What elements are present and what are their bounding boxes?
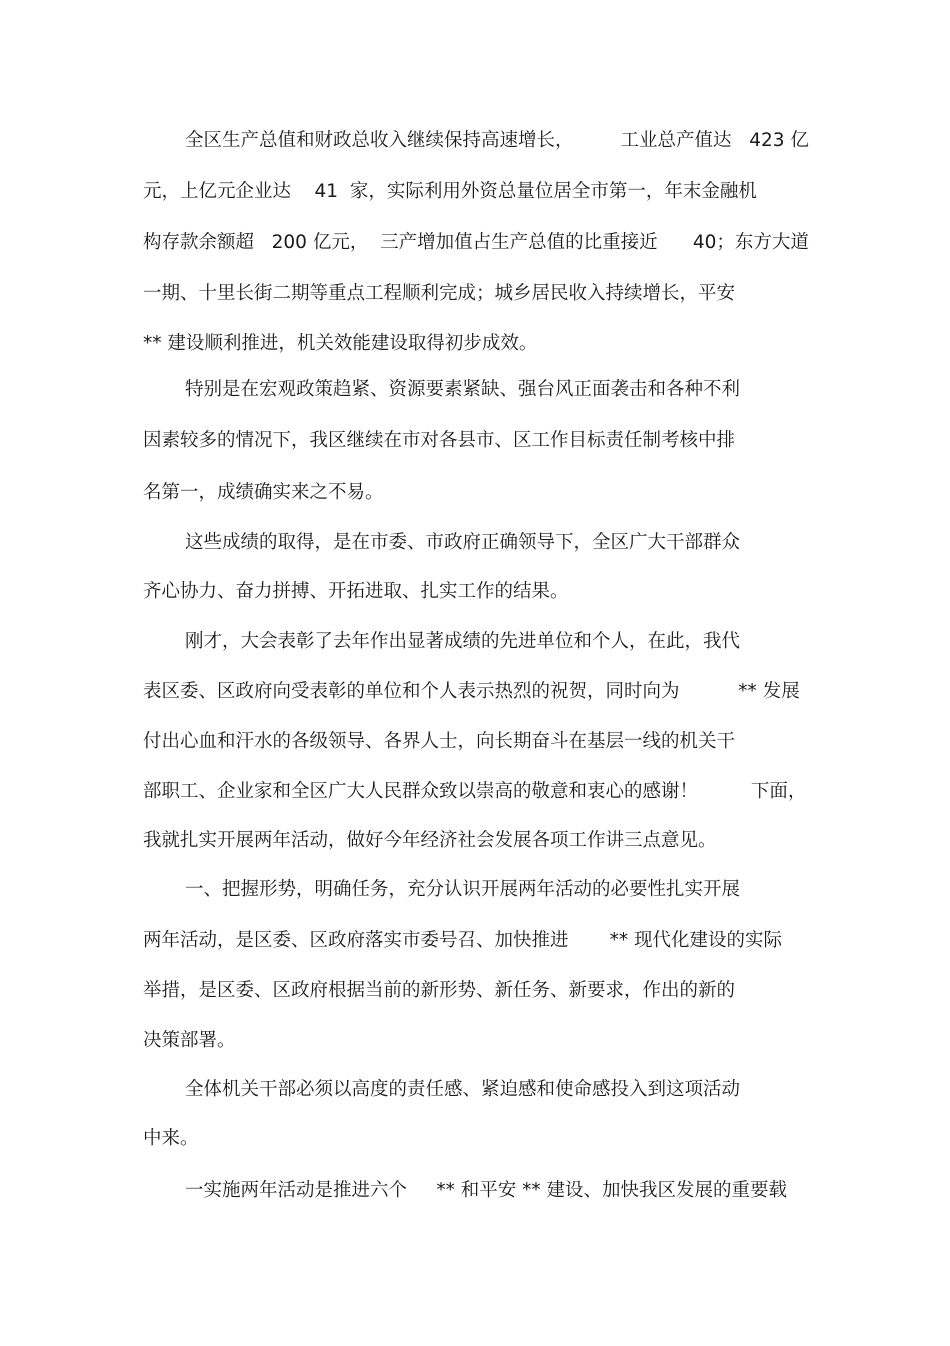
text-line: 名第一，成绩确实来之不易。 [143, 482, 384, 503]
text-line: 举措，是区委、区政府根据当前的新形势、新任务、新要求，作出的新的 [143, 980, 736, 1001]
text-line: 特别是在宏观政策趋紧、资源要素紧缺、强台风正面袭击和各种不利 [185, 379, 741, 400]
text-line: 一期、十里长街二期等重点工程顺利完成；城乡居民收入持续增长，平安 [143, 283, 736, 304]
text-line: 一、把握形势，明确任务，充分认识开展两年活动的必要性扎实开展 [185, 879, 741, 900]
text-line: 我就扎实开展两年活动，做好今年经济社会发展各项工作讲三点意见。 [143, 830, 717, 851]
text-line: 中来。 [143, 1128, 199, 1149]
text-line: 因素较多的情况下，我区继续在市对各县市、区工作目标责任制考核中排 [143, 430, 736, 451]
text-line: 全体机关干部必须以高度的责任感、紧迫感和使命感投入到这项活动 [185, 1079, 741, 1100]
text-line: ** 建设顺利推进，机关效能建设取得初步成效。 [143, 333, 538, 354]
text-line: 部职工、企业家和全区广大人民群众致以崇高的敬意和衷心的感谢！ 下面， [143, 781, 807, 802]
text-line: 决策部署。 [143, 1030, 236, 1051]
text-line: 这些成绩的取得，是在市委、市政府正确领导下，全区广大干部群众 [185, 532, 741, 553]
text-line: 刚才，大会表彰了去年作出显著成绩的先进单位和个人，在此，我代 [185, 631, 741, 652]
text-line: 齐心协力、奋力拼搏、开拓进取、扎实工作的结果。 [143, 581, 569, 602]
text-line: 表区委、区政府向受表彰的单位和个人表示热烈的祝贺，同时向为 ** 发展 [143, 681, 800, 702]
text-line: 两年活动，是区委、区政府落实市委号召、加快推进 ** 现代化建设的实际 [143, 930, 783, 951]
text-line: 一实施两年活动是推进六个 ** 和平安 ** 建设、加快我区发展的重要载 [185, 1180, 788, 1201]
text-line: 付出心血和汗水的各级领导、各界人士，向长期奋斗在基层一线的机关干 [143, 731, 736, 752]
text-line: 元，上亿元企业达 41 家，实际利用外资总量位居全市第一，年末金融机 [143, 181, 757, 202]
text-line: 全区生产总值和财政总收入继续保持高速增长， 工业总产值达 423 亿 [185, 130, 809, 151]
text-line: 构存款余额超 200 亿元， 三产增加值占生产总值的比重接近 40；东方大道 [143, 232, 809, 253]
